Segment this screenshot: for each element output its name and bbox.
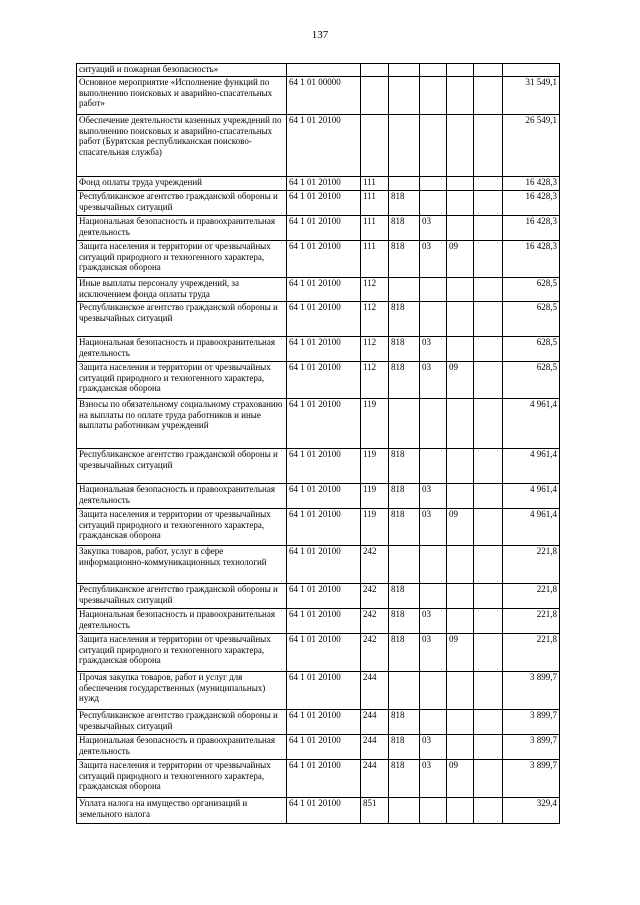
row-name-cell: Республиканское агентство гражданской обороны и чрезвычайных ситуаций	[77, 710, 287, 735]
row-administrator-cell: 818	[389, 302, 420, 337]
table-row	[77, 177, 560, 191]
row-subsection-cell	[447, 399, 474, 449]
row-section-cell: 03	[420, 609, 447, 634]
row-administrator-cell	[389, 177, 420, 191]
row-empty-cell	[474, 760, 503, 798]
row-target-article-cell	[287, 64, 361, 77]
row-empty-cell	[474, 484, 503, 509]
row-empty-cell	[474, 216, 503, 241]
row-section-cell	[420, 115, 447, 177]
table-row	[77, 449, 560, 484]
row-section-cell	[420, 177, 447, 191]
row-amount-cell: 16 428,3	[503, 191, 560, 216]
row-name-cell: Иные выплаты персоналу учреждений, за исключением фонда оплаты труда	[77, 278, 287, 302]
row-amount-cell: 3 899,7	[503, 672, 560, 710]
row-administrator-cell	[389, 798, 420, 824]
row-name-cell: Защита населения и территории от чрезвычайных ситуаций природного и техногенного характера, гражданская оборона	[77, 362, 287, 399]
row-target-article-cell: 64 1 01 20100	[287, 337, 361, 362]
row-empty-cell	[474, 609, 503, 634]
row-amount-cell: 221,8	[503, 546, 560, 584]
row-name-cell: Взносы по обязательному социальному страхованию на выплаты по оплате труда работников и иные выплаты работникам учреждений	[77, 399, 287, 449]
row-expense-type-cell: 119	[361, 509, 389, 546]
row-section-cell: 03	[420, 216, 447, 241]
row-expense-type-cell	[361, 64, 389, 77]
row-name-cell: Республиканское агентство гражданской обороны и чрезвычайных ситуаций	[77, 449, 287, 484]
row-expense-type-cell: 112	[361, 278, 389, 302]
row-amount-cell: 329,4	[503, 798, 560, 824]
row-administrator-cell: 818	[389, 362, 420, 399]
row-name-cell: Прочая закупка товаров, работ и услуг для обеспечения государственных (муниципальных) нужд	[77, 672, 287, 710]
row-subsection-cell	[447, 302, 474, 337]
row-name-cell: Фонд оплаты труда учреждений	[77, 177, 287, 191]
row-empty-cell	[474, 278, 503, 302]
row-name-cell: Национальная безопасность и правоохранительная деятельность	[77, 216, 287, 241]
row-amount-cell: 628,5	[503, 302, 560, 337]
row-subsection-cell	[447, 337, 474, 362]
row-administrator-cell: 818	[389, 634, 420, 672]
row-subsection-cell	[447, 177, 474, 191]
row-amount-cell: 4 961,4	[503, 399, 560, 449]
row-subsection-cell	[447, 735, 474, 760]
row-administrator-cell: 818	[389, 337, 420, 362]
row-amount-cell	[503, 64, 560, 77]
row-amount-cell: 221,8	[503, 609, 560, 634]
row-name-cell: Защита населения и территории от чрезвычайных ситуаций природного и техногенного характера, гражданская оборона	[77, 241, 287, 278]
budget-table	[76, 63, 560, 824]
row-subsection-cell: 09	[447, 760, 474, 798]
row-empty-cell	[474, 362, 503, 399]
row-section-cell: 03	[420, 484, 447, 509]
row-administrator-cell	[389, 64, 420, 77]
table-row	[77, 760, 560, 798]
row-expense-type-cell: 111	[361, 191, 389, 216]
row-target-article-cell: 64 1 01 20100	[287, 584, 361, 609]
row-empty-cell	[474, 798, 503, 824]
row-target-article-cell: 64 1 01 20100	[287, 798, 361, 824]
row-target-article-cell: 64 1 01 20100	[287, 191, 361, 216]
row-subsection-cell	[447, 710, 474, 735]
row-administrator-cell: 818	[389, 735, 420, 760]
row-subsection-cell	[447, 546, 474, 584]
row-empty-cell	[474, 337, 503, 362]
row-amount-cell: 4 961,4	[503, 484, 560, 509]
row-section-cell: 03	[420, 241, 447, 278]
row-administrator-cell: 818	[389, 216, 420, 241]
row-target-article-cell: 64 1 01 20100	[287, 115, 361, 177]
table-row	[77, 509, 560, 546]
row-expense-type-cell: 112	[361, 302, 389, 337]
row-section-cell	[420, 584, 447, 609]
row-subsection-cell: 09	[447, 509, 474, 546]
row-administrator-cell: 818	[389, 584, 420, 609]
row-section-cell: 03	[420, 760, 447, 798]
row-name-cell: Республиканское агентство гражданской обороны и чрезвычайных ситуаций	[77, 302, 287, 337]
row-target-article-cell: 64 1 01 20100	[287, 672, 361, 710]
row-target-article-cell: 64 1 01 20100	[287, 546, 361, 584]
row-administrator-cell	[389, 546, 420, 584]
row-section-cell	[420, 302, 447, 337]
row-administrator-cell: 818	[389, 760, 420, 798]
row-expense-type-cell: 112	[361, 337, 389, 362]
row-section-cell	[420, 672, 447, 710]
row-empty-cell	[474, 634, 503, 672]
row-administrator-cell: 818	[389, 241, 420, 278]
row-section-cell	[420, 191, 447, 216]
row-expense-type-cell	[361, 77, 389, 115]
row-amount-cell: 16 428,3	[503, 177, 560, 191]
row-subsection-cell	[447, 584, 474, 609]
table-row	[77, 672, 560, 710]
row-target-article-cell: 64 1 01 20100	[287, 216, 361, 241]
row-subsection-cell	[447, 449, 474, 484]
row-target-article-cell: 64 1 01 20100	[287, 302, 361, 337]
row-empty-cell	[474, 509, 503, 546]
row-target-article-cell: 64 1 01 20100	[287, 241, 361, 278]
row-expense-type-cell: 244	[361, 735, 389, 760]
row-expense-type-cell: 112	[361, 362, 389, 399]
table-row	[77, 278, 560, 302]
row-empty-cell	[474, 191, 503, 216]
row-target-article-cell: 64 1 01 20100	[287, 710, 361, 735]
row-amount-cell: 31 549,1	[503, 77, 560, 115]
row-section-cell	[420, 278, 447, 302]
row-subsection-cell: 09	[447, 634, 474, 672]
row-amount-cell: 628,5	[503, 337, 560, 362]
budget-table-body	[77, 64, 560, 824]
row-amount-cell: 3 899,7	[503, 735, 560, 760]
row-amount-cell: 628,5	[503, 362, 560, 399]
row-section-cell: 03	[420, 509, 447, 546]
row-section-cell: 03	[420, 634, 447, 672]
table-row	[77, 609, 560, 634]
row-name-cell: Основное мероприятие «Исполнение функций по выполнению поисковых и аварийно-спасательных работ»	[77, 77, 287, 115]
row-administrator-cell: 818	[389, 609, 420, 634]
row-expense-type-cell: 242	[361, 634, 389, 672]
table-row	[77, 302, 560, 337]
row-section-cell	[420, 449, 447, 484]
row-empty-cell	[474, 449, 503, 484]
row-empty-cell	[474, 77, 503, 115]
table-row	[77, 735, 560, 760]
row-subsection-cell	[447, 672, 474, 710]
row-empty-cell	[474, 64, 503, 77]
row-subsection-cell	[447, 115, 474, 177]
row-expense-type-cell: 244	[361, 672, 389, 710]
row-section-cell	[420, 546, 447, 584]
row-administrator-cell	[389, 115, 420, 177]
row-target-article-cell: 64 1 01 20100	[287, 634, 361, 672]
row-name-cell: Республиканское агентство гражданской обороны и чрезвычайных ситуаций	[77, 191, 287, 216]
row-subsection-cell	[447, 609, 474, 634]
row-expense-type-cell: 119	[361, 449, 389, 484]
row-subsection-cell	[447, 64, 474, 77]
row-expense-type-cell: 242	[361, 546, 389, 584]
row-name-cell: Обеспечение деятельности казенных учреждений по выполнению поисковых и аварийно-спасательных работ (Бурятская республиканская поисково-спасательная служба)	[77, 115, 287, 177]
row-target-article-cell: 64 1 01 20100	[287, 760, 361, 798]
row-amount-cell: 4 961,4	[503, 509, 560, 546]
row-target-article-cell: 64 1 01 00000	[287, 77, 361, 115]
row-target-article-cell: 64 1 01 20100	[287, 177, 361, 191]
row-administrator-cell: 818	[389, 710, 420, 735]
table-row	[77, 710, 560, 735]
table-row	[77, 399, 560, 449]
row-target-article-cell: 64 1 01 20100	[287, 735, 361, 760]
row-empty-cell	[474, 735, 503, 760]
row-subsection-cell	[447, 484, 474, 509]
row-administrator-cell	[389, 77, 420, 115]
row-administrator-cell: 818	[389, 484, 420, 509]
row-name-cell: Закупка товаров, работ, услуг в сфере информационно-коммуникационных технологий	[77, 546, 287, 584]
row-target-article-cell: 64 1 01 20100	[287, 609, 361, 634]
table-row	[77, 362, 560, 399]
row-administrator-cell	[389, 278, 420, 302]
row-section-cell	[420, 399, 447, 449]
row-administrator-cell	[389, 672, 420, 710]
row-section-cell: 03	[420, 362, 447, 399]
row-administrator-cell	[389, 399, 420, 449]
row-subsection-cell: 09	[447, 362, 474, 399]
row-target-article-cell: 64 1 01 20100	[287, 362, 361, 399]
row-name-cell: ситуаций и пожарная безопасность»	[77, 64, 287, 77]
row-expense-type-cell: 111	[361, 177, 389, 191]
row-amount-cell: 221,8	[503, 584, 560, 609]
row-name-cell: Национальная безопасность и правоохранительная деятельность	[77, 337, 287, 362]
row-subsection-cell: 09	[447, 241, 474, 278]
row-subsection-cell	[447, 278, 474, 302]
row-administrator-cell: 818	[389, 509, 420, 546]
table-row	[77, 77, 560, 115]
row-target-article-cell: 64 1 01 20100	[287, 399, 361, 449]
row-empty-cell	[474, 399, 503, 449]
row-expense-type-cell: 111	[361, 216, 389, 241]
row-name-cell: Уплата налога на имущество организаций и земельного налога	[77, 798, 287, 824]
row-target-article-cell: 64 1 01 20100	[287, 278, 361, 302]
row-section-cell	[420, 77, 447, 115]
row-empty-cell	[474, 241, 503, 278]
row-expense-type-cell	[361, 115, 389, 177]
row-section-cell: 03	[420, 337, 447, 362]
row-name-cell: Национальная безопасность и правоохранительная деятельность	[77, 609, 287, 634]
row-name-cell: Национальная безопасность и правоохранительная деятельность	[77, 484, 287, 509]
row-empty-cell	[474, 115, 503, 177]
row-empty-cell	[474, 710, 503, 735]
table-row	[77, 191, 560, 216]
row-empty-cell	[474, 546, 503, 584]
row-empty-cell	[474, 672, 503, 710]
row-name-cell: Защита населения и территории от чрезвычайных ситуаций природного и техногенного характера, гражданская оборона	[77, 509, 287, 546]
table-row	[77, 64, 560, 77]
table-row	[77, 115, 560, 177]
row-target-article-cell: 64 1 01 20100	[287, 484, 361, 509]
row-empty-cell	[474, 177, 503, 191]
row-amount-cell: 16 428,3	[503, 241, 560, 278]
row-expense-type-cell: 242	[361, 609, 389, 634]
row-section-cell	[420, 64, 447, 77]
table-row	[77, 546, 560, 584]
row-empty-cell	[474, 302, 503, 337]
row-administrator-cell: 818	[389, 191, 420, 216]
row-expense-type-cell: 119	[361, 399, 389, 449]
row-amount-cell: 4 961,4	[503, 449, 560, 484]
row-expense-type-cell: 244	[361, 760, 389, 798]
page-number: 137	[311, 29, 329, 41]
table-row	[77, 798, 560, 824]
row-amount-cell: 3 899,7	[503, 710, 560, 735]
row-section-cell: 03	[420, 735, 447, 760]
row-expense-type-cell: 119	[361, 484, 389, 509]
table-row	[77, 216, 560, 241]
row-empty-cell	[474, 584, 503, 609]
row-name-cell: Национальная безопасность и правоохранительная деятельность	[77, 735, 287, 760]
row-section-cell	[420, 798, 447, 824]
row-subsection-cell	[447, 798, 474, 824]
row-amount-cell: 221,8	[503, 634, 560, 672]
row-name-cell: Защита населения и территории от чрезвычайных ситуаций природного и техногенного характера, гражданская оборона	[77, 634, 287, 672]
row-subsection-cell	[447, 77, 474, 115]
row-target-article-cell: 64 1 01 20100	[287, 509, 361, 546]
row-subsection-cell	[447, 216, 474, 241]
row-name-cell: Защита населения и территории от чрезвычайных ситуаций природного и техногенного характера, гражданская оборона	[77, 760, 287, 798]
row-expense-type-cell: 244	[361, 710, 389, 735]
table-row	[77, 241, 560, 278]
row-amount-cell: 3 899,7	[503, 760, 560, 798]
row-name-cell: Республиканское агентство гражданской обороны и чрезвычайных ситуаций	[77, 584, 287, 609]
row-amount-cell: 26 549,1	[503, 115, 560, 177]
row-administrator-cell: 818	[389, 449, 420, 484]
table-row	[77, 337, 560, 362]
row-expense-type-cell: 242	[361, 584, 389, 609]
row-amount-cell: 16 428,3	[503, 216, 560, 241]
row-expense-type-cell: 111	[361, 241, 389, 278]
table-row	[77, 484, 560, 509]
row-expense-type-cell: 851	[361, 798, 389, 824]
row-target-article-cell: 64 1 01 20100	[287, 449, 361, 484]
table-row	[77, 634, 560, 672]
row-amount-cell: 628,5	[503, 278, 560, 302]
row-section-cell	[420, 710, 447, 735]
table-row	[77, 584, 560, 609]
row-subsection-cell	[447, 191, 474, 216]
